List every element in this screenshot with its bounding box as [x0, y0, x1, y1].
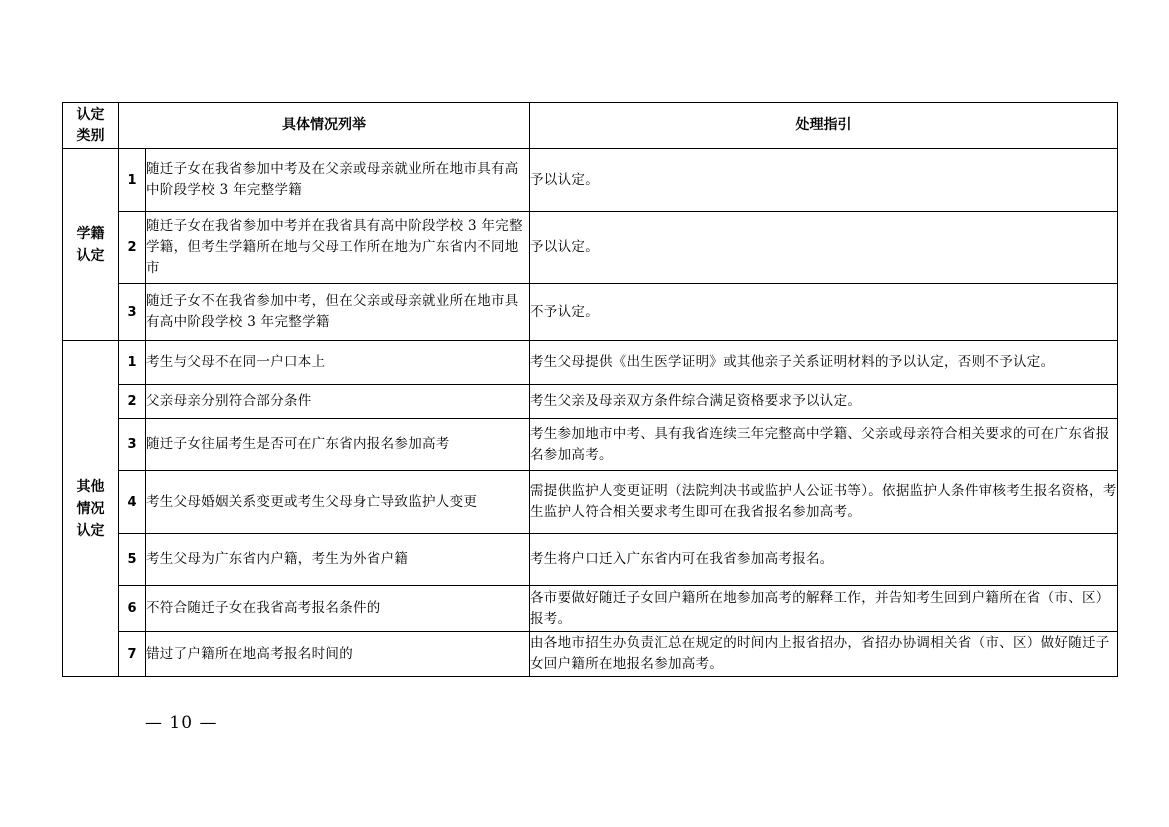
table-row: [63, 419, 1118, 471]
guidance-text: 考生父母提供《出生医学证明》或其他亲子关系证明材料的予以认定，否则不予认定。: [530, 341, 1118, 385]
row-number: 7: [119, 632, 146, 677]
situation-text: 随迁子女不在我省参加中考，但在父亲或母亲就业所在地市具有高中阶段学校 3 年完整学籍: [146, 284, 530, 341]
row-number: 2: [119, 212, 146, 284]
header-guidance: 处理指引: [530, 103, 1118, 149]
row-number: 1: [119, 149, 146, 212]
table-row: [63, 632, 1118, 677]
row-number: 5: [119, 534, 146, 586]
row-number: 2: [119, 385, 146, 419]
guidance-text: 各市要做好随迁子女回户籍所在地参加高考的解释工作，并告知考生回到户籍所在省（市、区）报考。: [530, 586, 1118, 632]
header-category: 认定类别: [63, 103, 119, 149]
situation-text: 错过了户籍所在地高考报名时间的: [146, 632, 530, 677]
table-row: [63, 586, 1118, 632]
row-number: 3: [119, 284, 146, 341]
row-number: 1: [119, 341, 146, 385]
category-cell-other: 其他情况认定: [63, 341, 119, 677]
row-number: 4: [119, 471, 146, 534]
row-number: 6: [119, 586, 146, 632]
situation-text: 随迁子女往届考生是否可在广东省内报名参加高考: [146, 419, 530, 471]
situation-text: 随迁子女在我省参加中考及在父亲或母亲就业所在地市具有高中阶段学校 3 年完整学籍: [146, 149, 530, 212]
situation-text: 考生父母为广东省内户籍，考生为外省户籍: [146, 534, 530, 586]
table-header-row: [63, 103, 1118, 149]
table-row: [63, 471, 1118, 534]
guidance-text: 考生父亲及母亲双方条件综合满足资格要求予以认定。: [530, 385, 1118, 419]
table-row: [63, 212, 1118, 284]
guidance-text: 予以认定。: [530, 212, 1118, 284]
table-row: [63, 534, 1118, 586]
row-number: 3: [119, 419, 146, 471]
table-row: [63, 385, 1118, 419]
situation-text: 父亲母亲分别符合部分条件: [146, 385, 530, 419]
guidance-text: 考生参加地市中考、具有我省连续三年完整高中学籍、父亲或母亲符合相关要求的可在广东省报名参加高考。: [530, 419, 1118, 471]
category-cell-enrollment: 学籍认定: [63, 149, 119, 341]
guidance-text: 考生将户口迁入广东省内可在我省参加高考报名。: [530, 534, 1118, 586]
page-number: — 10 —: [145, 713, 218, 733]
guidance-text: 需提供监护人变更证明（法院判决书或监护人公证书等）。依据监护人条件审核考生报名资格，考生监护人符合相关要求考生即可在我省报名参加高考。: [530, 471, 1118, 534]
header-situation: 具体情况列举: [119, 103, 530, 149]
situation-text: 随迁子女在我省参加中考并在我省具有高中阶段学校 3 年完整学籍，但考生学籍所在地与父母工作所在地为广东省内不同地市: [146, 212, 530, 284]
guidance-text: 不予认定。: [530, 284, 1118, 341]
table-row: [63, 341, 1118, 385]
situation-text: 不符合随迁子女在我省高考报名条件的: [146, 586, 530, 632]
guidance-text: 予以认定。: [530, 149, 1118, 212]
guidance-text: 由各地市招生办负责汇总在规定的时间内上报省招办，省招办协调相关省（市、区）做好随迁子女回户籍所在地报名参加高考。: [530, 632, 1118, 677]
table-row: [63, 149, 1118, 212]
situation-text: 考生与父母不在同一户口本上: [146, 341, 530, 385]
table-row: [63, 284, 1118, 341]
situation-text: 考生父母婚姻关系变更或考生父母身亡导致监护人变更: [146, 471, 530, 534]
eligibility-table: [62, 102, 1118, 677]
